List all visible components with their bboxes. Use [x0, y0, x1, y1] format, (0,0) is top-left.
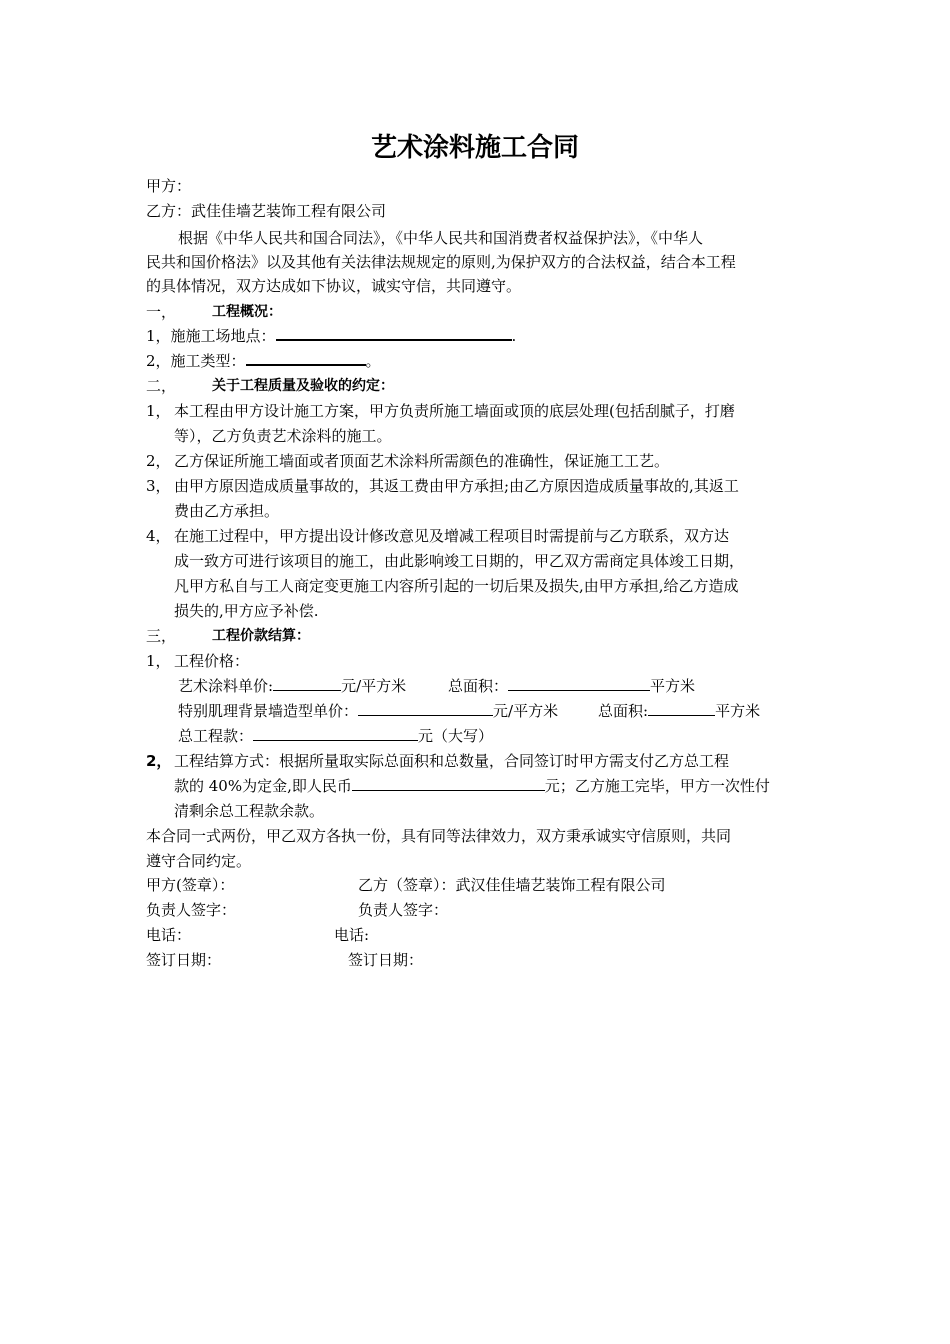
deposit-blank: [352, 775, 545, 791]
section-heading: 工程价款结算：: [212, 628, 310, 644]
unit-price-unit: 元/平方米: [341, 677, 407, 695]
clause-text: 损失的,甲方应予补偿.: [174, 602, 319, 620]
special-price-unit: 元/平方米: [493, 702, 559, 720]
closing-line: 本合同一式两份，甲乙双方各执一份，具有同等法律效力，双方秉承诚实守信原则，共同: [146, 827, 732, 845]
site-location-row: [146, 324, 516, 348]
special-area-unit: 平方米: [715, 702, 761, 720]
punctuation: .: [511, 327, 517, 345]
total-price-row: [178, 724, 493, 748]
clause-number: 2，: [146, 752, 172, 770]
deposit-text: 元；乙方施工完毕，甲方一次性付: [544, 777, 770, 795]
clause-number: 3，: [146, 477, 171, 495]
construction-type-row: [146, 349, 381, 373]
party-a-seal: 甲方(签章）：: [146, 876, 235, 894]
section-number: 三，: [146, 627, 177, 645]
section-heading: 关于工程质量及验收的约定：: [212, 378, 394, 394]
section-heading: 工程概况：: [212, 304, 282, 320]
section-2-heading-row: [146, 374, 394, 398]
party-b-seal: 乙方（签章）：武汉佳佳墙艺装饰工程有限公司: [358, 876, 666, 894]
section-number: 一，: [146, 303, 177, 321]
preamble-line: 的具体情况，双方达成如下协议，诚实守信，共同遵守。: [146, 277, 522, 295]
party-b-line: 乙方：武佳佳墙艺装饰工程有限公司: [146, 202, 387, 220]
site-location-label: 1，施施工场地点：: [146, 327, 276, 345]
special-price-row: [178, 699, 558, 723]
party-a-line: 甲方：: [146, 177, 192, 195]
special-price-blank: [358, 700, 493, 716]
clause-text: 成一致方可进行该项目的施工，由此影响竣工日期的，甲乙双方需商定具体竣工日期，: [174, 552, 745, 570]
clause-text: 由甲方原因造成质量事故的，其返工费由甲方承担;由乙方原因造成质量事故的,其返工: [174, 477, 739, 495]
section-number: 二，: [146, 377, 177, 395]
total-price-unit: 元（大写）: [418, 727, 494, 745]
clause-number: 2，: [146, 452, 171, 470]
total-price-blank: [253, 725, 418, 741]
party-a-phone: 电话：: [146, 926, 192, 944]
area-row: [448, 674, 695, 698]
clause-text: 工程结算方式：根据所量取实际总面积和总数量，合同签订时甲方需支付乙方总工程: [174, 752, 730, 770]
clause-text: 等），乙方负责艺术涂料的施工。: [174, 427, 392, 445]
special-area-label: 总面积:: [598, 702, 649, 720]
clause-text: 清剩余总工程款余款。: [174, 802, 325, 820]
preamble-line: 民共和国价格法》以及其他有关法律法规规定的原则,为保护双方的合法权益，结合本工程: [146, 253, 736, 271]
site-location-blank: [276, 324, 512, 341]
party-b-person: 负责人签字：: [358, 901, 449, 919]
total-price-label: 总工程款：: [178, 727, 254, 745]
party-a-date: 签订日期：: [146, 951, 222, 969]
unit-price-label: 艺术涂料单价:: [178, 677, 274, 695]
deposit-label: 款的 40%为定金,即人民币: [174, 777, 352, 795]
price-heading: 工程价格：: [174, 652, 250, 670]
unit-price-row: [178, 674, 406, 698]
clause-number: 4，: [146, 527, 171, 545]
clause-number: 1，: [146, 402, 171, 420]
area-unit: 平方米: [650, 677, 696, 695]
party-b-date: 签订日期：: [348, 951, 424, 969]
party-b-phone: 电话:: [334, 926, 370, 944]
special-price-label: 特别肌理背景墙造型单价：: [178, 702, 359, 720]
document-title: 艺术涂料施工合同: [370, 133, 579, 163]
section-1-heading-row: [146, 300, 282, 324]
deposit-row: [174, 774, 770, 798]
party-a-person: 负责人签字：: [146, 901, 237, 919]
area-label: 总面积：: [448, 677, 509, 695]
clause-number: 1，: [146, 652, 171, 670]
clause-text: 费由乙方承担。: [174, 502, 280, 520]
unit-price-blank: [273, 675, 341, 691]
punctuation: 。: [365, 352, 381, 370]
closing-line: 遵守合同约定。: [146, 852, 252, 870]
special-area-blank: [648, 700, 715, 716]
preamble-line: 根据《中华人民共和国合同法》，《中华人民共和国消费者权益保护法》，《中华人: [178, 229, 704, 247]
clause-text: 乙方保证所施工墙面或者顶面艺术涂料所需颜色的准确性，保证施工工艺。: [174, 452, 670, 470]
construction-type-blank: [246, 349, 366, 366]
area-blank: [508, 675, 650, 691]
clause-text: 在施工过程中，甲方提出设计修改意见及增减工程项目时需提前与乙方联系，双方达: [174, 527, 730, 545]
section-3-heading-row: [146, 624, 310, 648]
construction-type-label: 2，施工类型：: [146, 352, 246, 370]
special-area-row: [598, 699, 760, 723]
clause-text: 凡甲方私自与工人商定变更施工内容所引起的一切后果及损失,由甲方承担,给乙方造成: [174, 577, 739, 595]
clause-text: 本工程由甲方设计施工方案，甲方负责所施工墙面或顶的底层处理(包括刮腻子，打磨: [174, 402, 735, 420]
